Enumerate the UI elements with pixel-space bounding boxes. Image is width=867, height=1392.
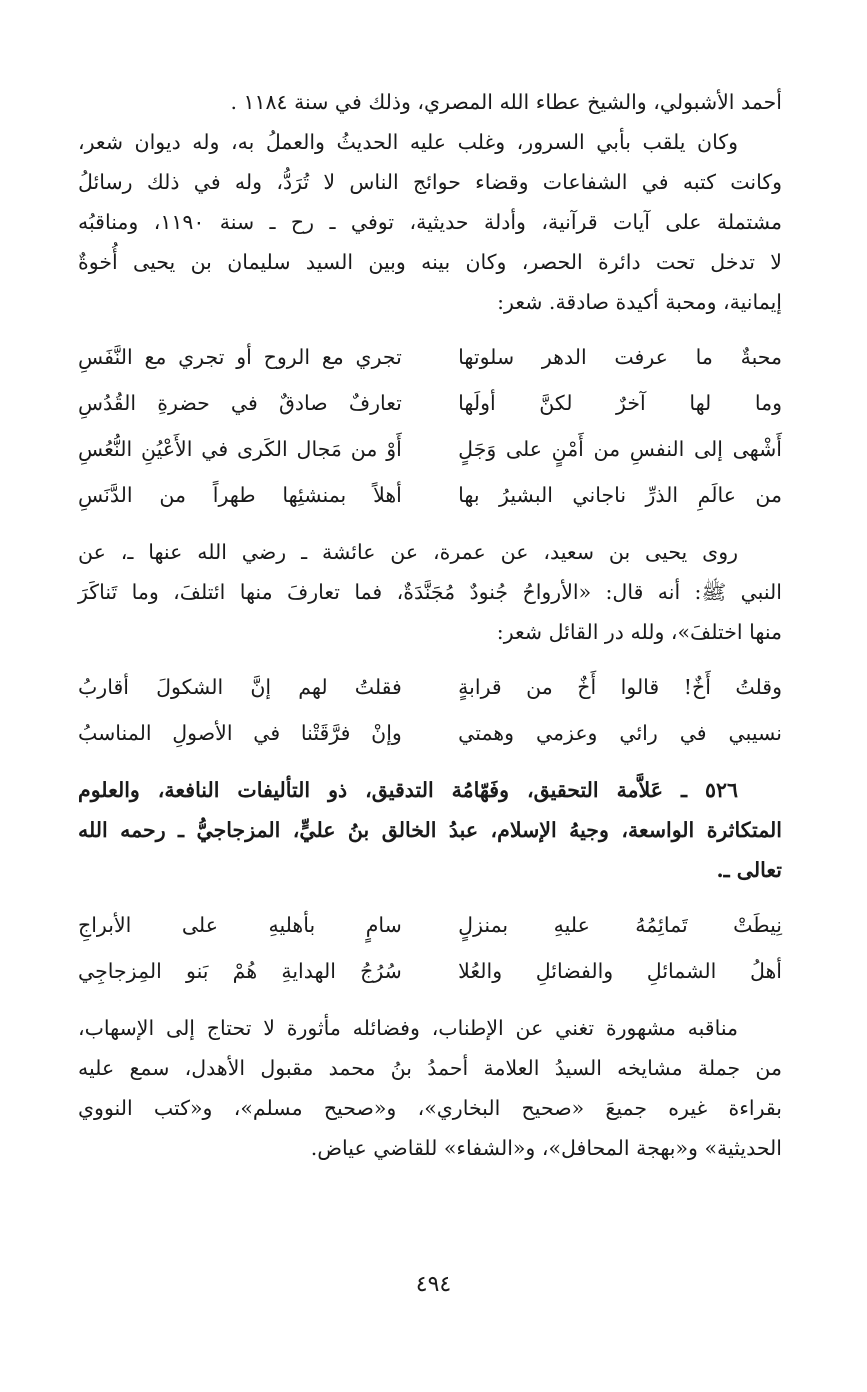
- page-number: ٤٩٤: [415, 1272, 452, 1297]
- verse: [78, 664, 782, 710]
- second-hemistich: تعارفٌ صادقٌ في حضرةِ القُدُسِ: [78, 391, 402, 415]
- text-line: إيمانية، ومحبة أكيدة صادقة. شعر:: [497, 290, 782, 314]
- first-hemistich: نِيطَتْ تَمائِمُهُ عليهِ بمنزلٍ: [458, 913, 782, 937]
- second-hemistich: سامٍ بأهليهِ على الأبراجِ: [78, 913, 402, 937]
- first-hemistich: أَشْهى إلى النفسِ من أَمْنٍ على وَجَلٍ: [458, 437, 782, 461]
- text-line: النبي ﷺ: أنه قال: «الأرواحُ جُنودٌ مُجَنَّدَةٌ، فما تعارفَ منها ائتلفَ، وما تَناكَرَ: [78, 580, 782, 604]
- text-line: مشتملة على آيات قرآنية، وأدلة حديثية، توفي ـ رح ـ سنة ١١٩٠، ومناقبُه: [78, 210, 782, 234]
- text-line: بقراءة غيره جميعَ «صحيح البخاري»، و«صحيح مسلم»، و«كتب النووي: [78, 1096, 782, 1120]
- second-hemistich: فقلتُ لهم إنَّ الشكولَ أقاربُ: [78, 675, 402, 699]
- verse: [78, 710, 782, 756]
- second-hemistich: تجري مع الروح أو تجري مع النَّفَسِ: [78, 345, 402, 369]
- verse: [78, 426, 782, 472]
- first-hemistich: أهلُ الشمائلِ والفضائلِ والعُلا: [458, 959, 782, 983]
- paragraph-4-entry-heading: [78, 770, 782, 890]
- text-line: وكان يلقب بأبي السرور، وغلب عليه الحديثُ والعملُ به، وله ديوان شعر،: [78, 130, 738, 154]
- verse: [78, 948, 782, 994]
- text-line: أحمد الأشبولي، والشيخ عطاء الله المصري، وذلك في سنة ١١٨٤ .: [230, 90, 782, 114]
- first-hemistich: محبةٌ ما عرفت الدهر سلوتها: [458, 345, 782, 369]
- poem-1: [78, 334, 782, 518]
- paragraph-3: [78, 532, 782, 652]
- verse: [78, 902, 782, 948]
- paragraph-1: [78, 82, 782, 122]
- first-hemistich: من عالَمِ الذرِّ ناجاني البشيرُ بها: [458, 483, 782, 507]
- text-line: ٥٢٦ ـ عَلاَّمة التحقيق، وفَهّامُة التدقيق، ذو التأليفات النافعة، والعلوم: [78, 778, 738, 802]
- text-line: روى يحيى بن سعيد، عن عمرة، عن عائشة ـ رضي الله عنها ـ، عن: [78, 540, 738, 564]
- text-line: المتكاثرة الواسعة، وجيهُ الإسلام، عبدُ الخالق بنُ عليٍّ، المزجاجيُّ ـ رحمه الله: [78, 818, 782, 842]
- second-hemistich: سُرُجُ الهدايةِ هُمْ بَنو المِزجاجِي: [78, 959, 402, 983]
- verse: [78, 380, 782, 426]
- first-hemistich: وقلتُ أَخٌ! قالوا أَخٌ من قرابةٍ: [458, 675, 782, 699]
- first-hemistich: نسيبي في رائي وعزمي وهمتي: [458, 721, 782, 745]
- second-hemistich: أَوْ من مَجال الكَرى في الأَعْيُنِ النُّعُسِ: [78, 437, 402, 461]
- text-line: الحديثية» و«بهجة المحافل»، و«الشفاء» للقاضي عياض.: [310, 1136, 782, 1160]
- verse: [78, 334, 782, 380]
- second-hemistich: وإنْ فرَّقَتْنا في الأصولِ المناسبُ: [78, 721, 402, 745]
- text-line: من جملة مشايخه السيدُ العلامة أحمدُ بنُ محمد مقبول الأهدل، سمع عليه: [78, 1056, 782, 1080]
- text-line: تعالى ـ.: [716, 858, 782, 882]
- paragraph-5: [78, 1008, 782, 1168]
- book-page: [78, 82, 782, 1168]
- poem-2: [78, 664, 782, 756]
- first-hemistich: وما لها آخرٌ لكنَّ أولَها: [458, 391, 782, 415]
- text-line: وكانت كتبه في الشفاعات وقضاء حوائج الناس لا تُرَدُّ، وله في ذلك رسائلُ: [78, 170, 782, 194]
- paragraph-2: [78, 122, 782, 322]
- text-line: مناقبه مشهورة تغني عن الإطناب، وفضائله مأثورة لا تحتاج إلى الإسهاب،: [78, 1016, 738, 1040]
- poem-3: [78, 902, 782, 994]
- verse: [78, 472, 782, 518]
- text-line: لا تدخل تحت دائرة الحصر، وكان بينه وبين السيد سليمان بن يحيى أُخوةٌ: [78, 250, 782, 274]
- text-line: منها اختلفَ»، ولله در القائل شعر:: [496, 620, 782, 644]
- second-hemistich: أهلاً بمنشئِها طهراً من الدَّنَسِ: [78, 483, 402, 507]
